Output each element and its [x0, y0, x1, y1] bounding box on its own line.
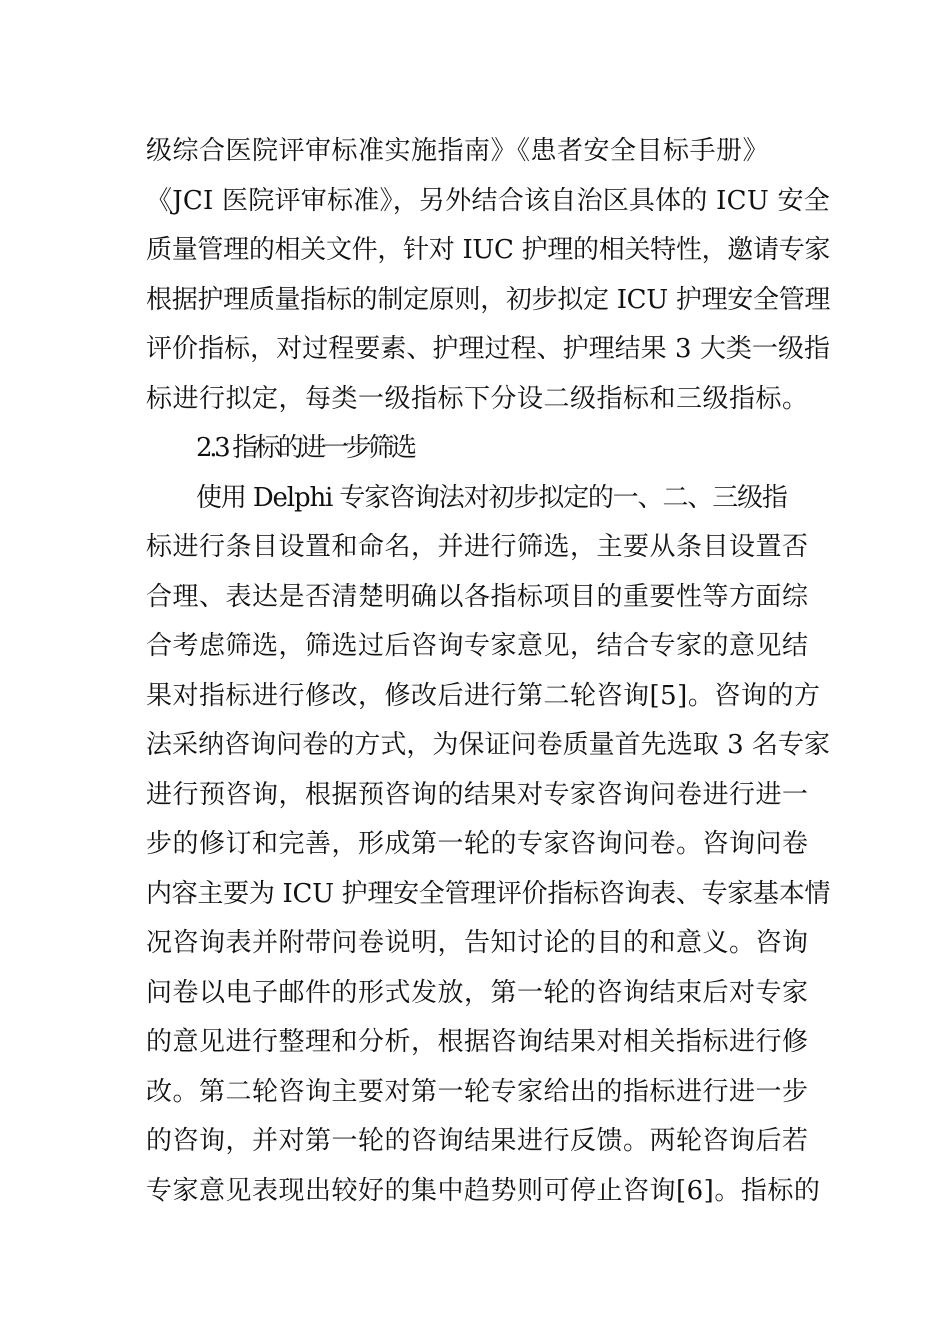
- text-line-17: 况咨询表并附带问卷说明，告知讨论的目的和意义。咨询: [146, 928, 809, 958]
- text-line-19: 的意见进行整理和分析，根据咨询结果对相关指标进行修: [146, 1027, 809, 1057]
- text-line-22: 专家意见表现出较好的集中趋势则可停止咨询[6]。指标的: [146, 1176, 821, 1206]
- text-line-4: 根据护理质量指标的制定原则，初步拟定 ICU 护理安全管理: [146, 285, 831, 315]
- text-line-2: 《JCI 医院评审标准》，另外结合该自治区具体的 ICU 安全: [146, 186, 830, 216]
- text-line-16: 内容主要为 ICU 护理安全管理评价指标咨询表、专家基本情: [146, 879, 831, 909]
- text-line-14: 进行预咨询，根据预咨询的结果对专家咨询问卷进行进一: [146, 780, 809, 810]
- section-heading: 2.3 指标的进一步筛选: [196, 433, 414, 463]
- text-line-6: 标进行拟定，每类一级指标下分设二级指标和三级指标。: [146, 384, 809, 414]
- text-line-12: 果对指标进行修改，修改后进行第二轮咨询[5]。咨询的方: [146, 681, 821, 711]
- text-line-21: 的咨询，并对第一轮的咨询结果进行反馈。两轮咨询后若: [146, 1126, 809, 1156]
- text-line-9: 标进行条目设置和命名，并进行筛选，主要从条目设置否: [146, 532, 809, 562]
- text-line-3: 质量管理的相关文件，针对 IUC 护理的相关特性，邀请专家: [146, 235, 831, 265]
- text-line-11: 合考虑筛选，筛选过后咨询专家意见，结合专家的意见结: [146, 631, 809, 661]
- text-line-1: 级综合医院评审标准实施指南》《患者安全目标手册》: [146, 136, 770, 166]
- text-line-20: 改。第二轮咨询主要对第一轮专家给出的指标进行进一步: [146, 1077, 809, 1107]
- text-line-5: 评价指标，对过程要素、护理过程、护理结果 3 大类一级指: [146, 334, 831, 364]
- text-line-18: 问卷以电子邮件的形式发放，第一轮的咨询结束后对专家: [146, 978, 809, 1008]
- text-line-8: 使用 Delphi 专家咨询法对初步拟定的一、二、三级指: [196, 483, 787, 513]
- text-line-15: 步的修订和完善，形成第一轮的专家咨询问卷。咨询问卷: [146, 829, 809, 859]
- text-line-10: 合理、表达是否清楚明确以各指标项目的重要性等方面综: [146, 582, 809, 612]
- text-line-13: 法采纳咨询问卷的方式，为保证问卷质量首先选取 3 名专家: [146, 730, 831, 760]
